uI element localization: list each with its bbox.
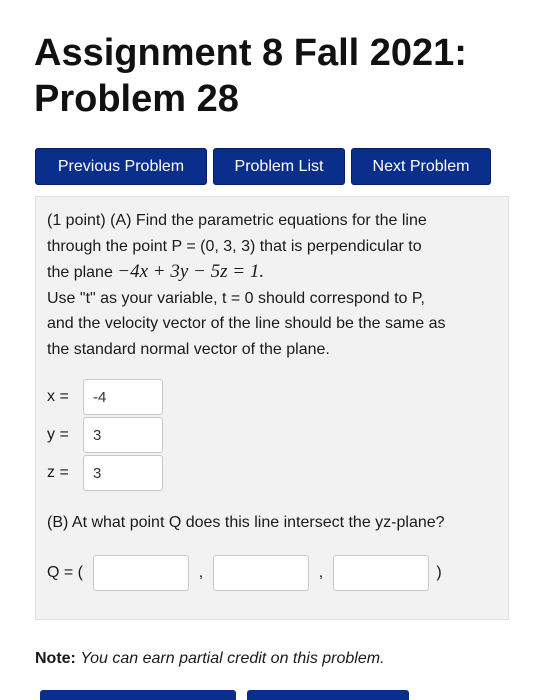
plane-equation: −4x + 3y − 5z = 1. <box>117 261 265 282</box>
q-x-input[interactable] <box>93 555 189 591</box>
close-paren: ) <box>436 564 442 581</box>
comma: , <box>198 564 204 581</box>
page-title-line1: Assignment 8 Fall 2021: <box>34 32 467 74</box>
z-label: z = <box>47 464 69 481</box>
statement-line: (1 point) (A) Find the parametric equations for the line <box>47 212 427 229</box>
statement-line: and the velocity vector of the line should be the same as <box>47 315 446 332</box>
note <box>35 650 385 668</box>
note-text: You can earn partial credit on this problem. <box>80 650 385 667</box>
q-y-input[interactable] <box>213 555 309 591</box>
comma: , <box>318 564 324 581</box>
problem-statement <box>47 208 502 362</box>
answer-row-x <box>47 379 163 415</box>
problem-nav <box>35 148 491 185</box>
previous-problem-button[interactable]: Previous Problem <box>35 148 207 185</box>
y-label: y = <box>47 426 69 443</box>
x-input[interactable]: -4 <box>83 379 163 415</box>
z-input[interactable]: 3 <box>83 455 163 491</box>
statement-line: Use "t" as your variable, t = 0 should correspond to P, <box>47 289 425 307</box>
q-label: Q = ( <box>47 564 84 581</box>
statement-text: the plane <box>47 264 118 281</box>
check-button-partial[interactable] <box>247 690 409 700</box>
part-b-question: (B) At what point Q does this line intersect the yz-plane? <box>47 514 445 531</box>
statement-line: the standard normal vector of the plane. <box>47 340 330 358</box>
statement-line: through the point P = (0, 3, 3) that is perpendicular to <box>47 237 422 255</box>
problem-list-button[interactable]: Problem List <box>213 148 345 185</box>
q-answer-row <box>47 555 449 591</box>
x-label: x = <box>47 388 69 405</box>
statement-line <box>47 259 502 286</box>
next-problem-button[interactable]: Next Problem <box>351 148 491 185</box>
note-label: Note: <box>35 650 76 667</box>
page-title-line2: Problem 28 <box>34 78 239 120</box>
q-z-input[interactable] <box>333 555 429 591</box>
page-title <box>34 30 524 122</box>
answer-row-z <box>47 455 163 491</box>
submit-button-partial[interactable] <box>40 690 236 700</box>
answer-row-y <box>47 417 163 453</box>
y-input[interactable]: 3 <box>83 417 163 453</box>
problem-panel <box>35 196 509 620</box>
